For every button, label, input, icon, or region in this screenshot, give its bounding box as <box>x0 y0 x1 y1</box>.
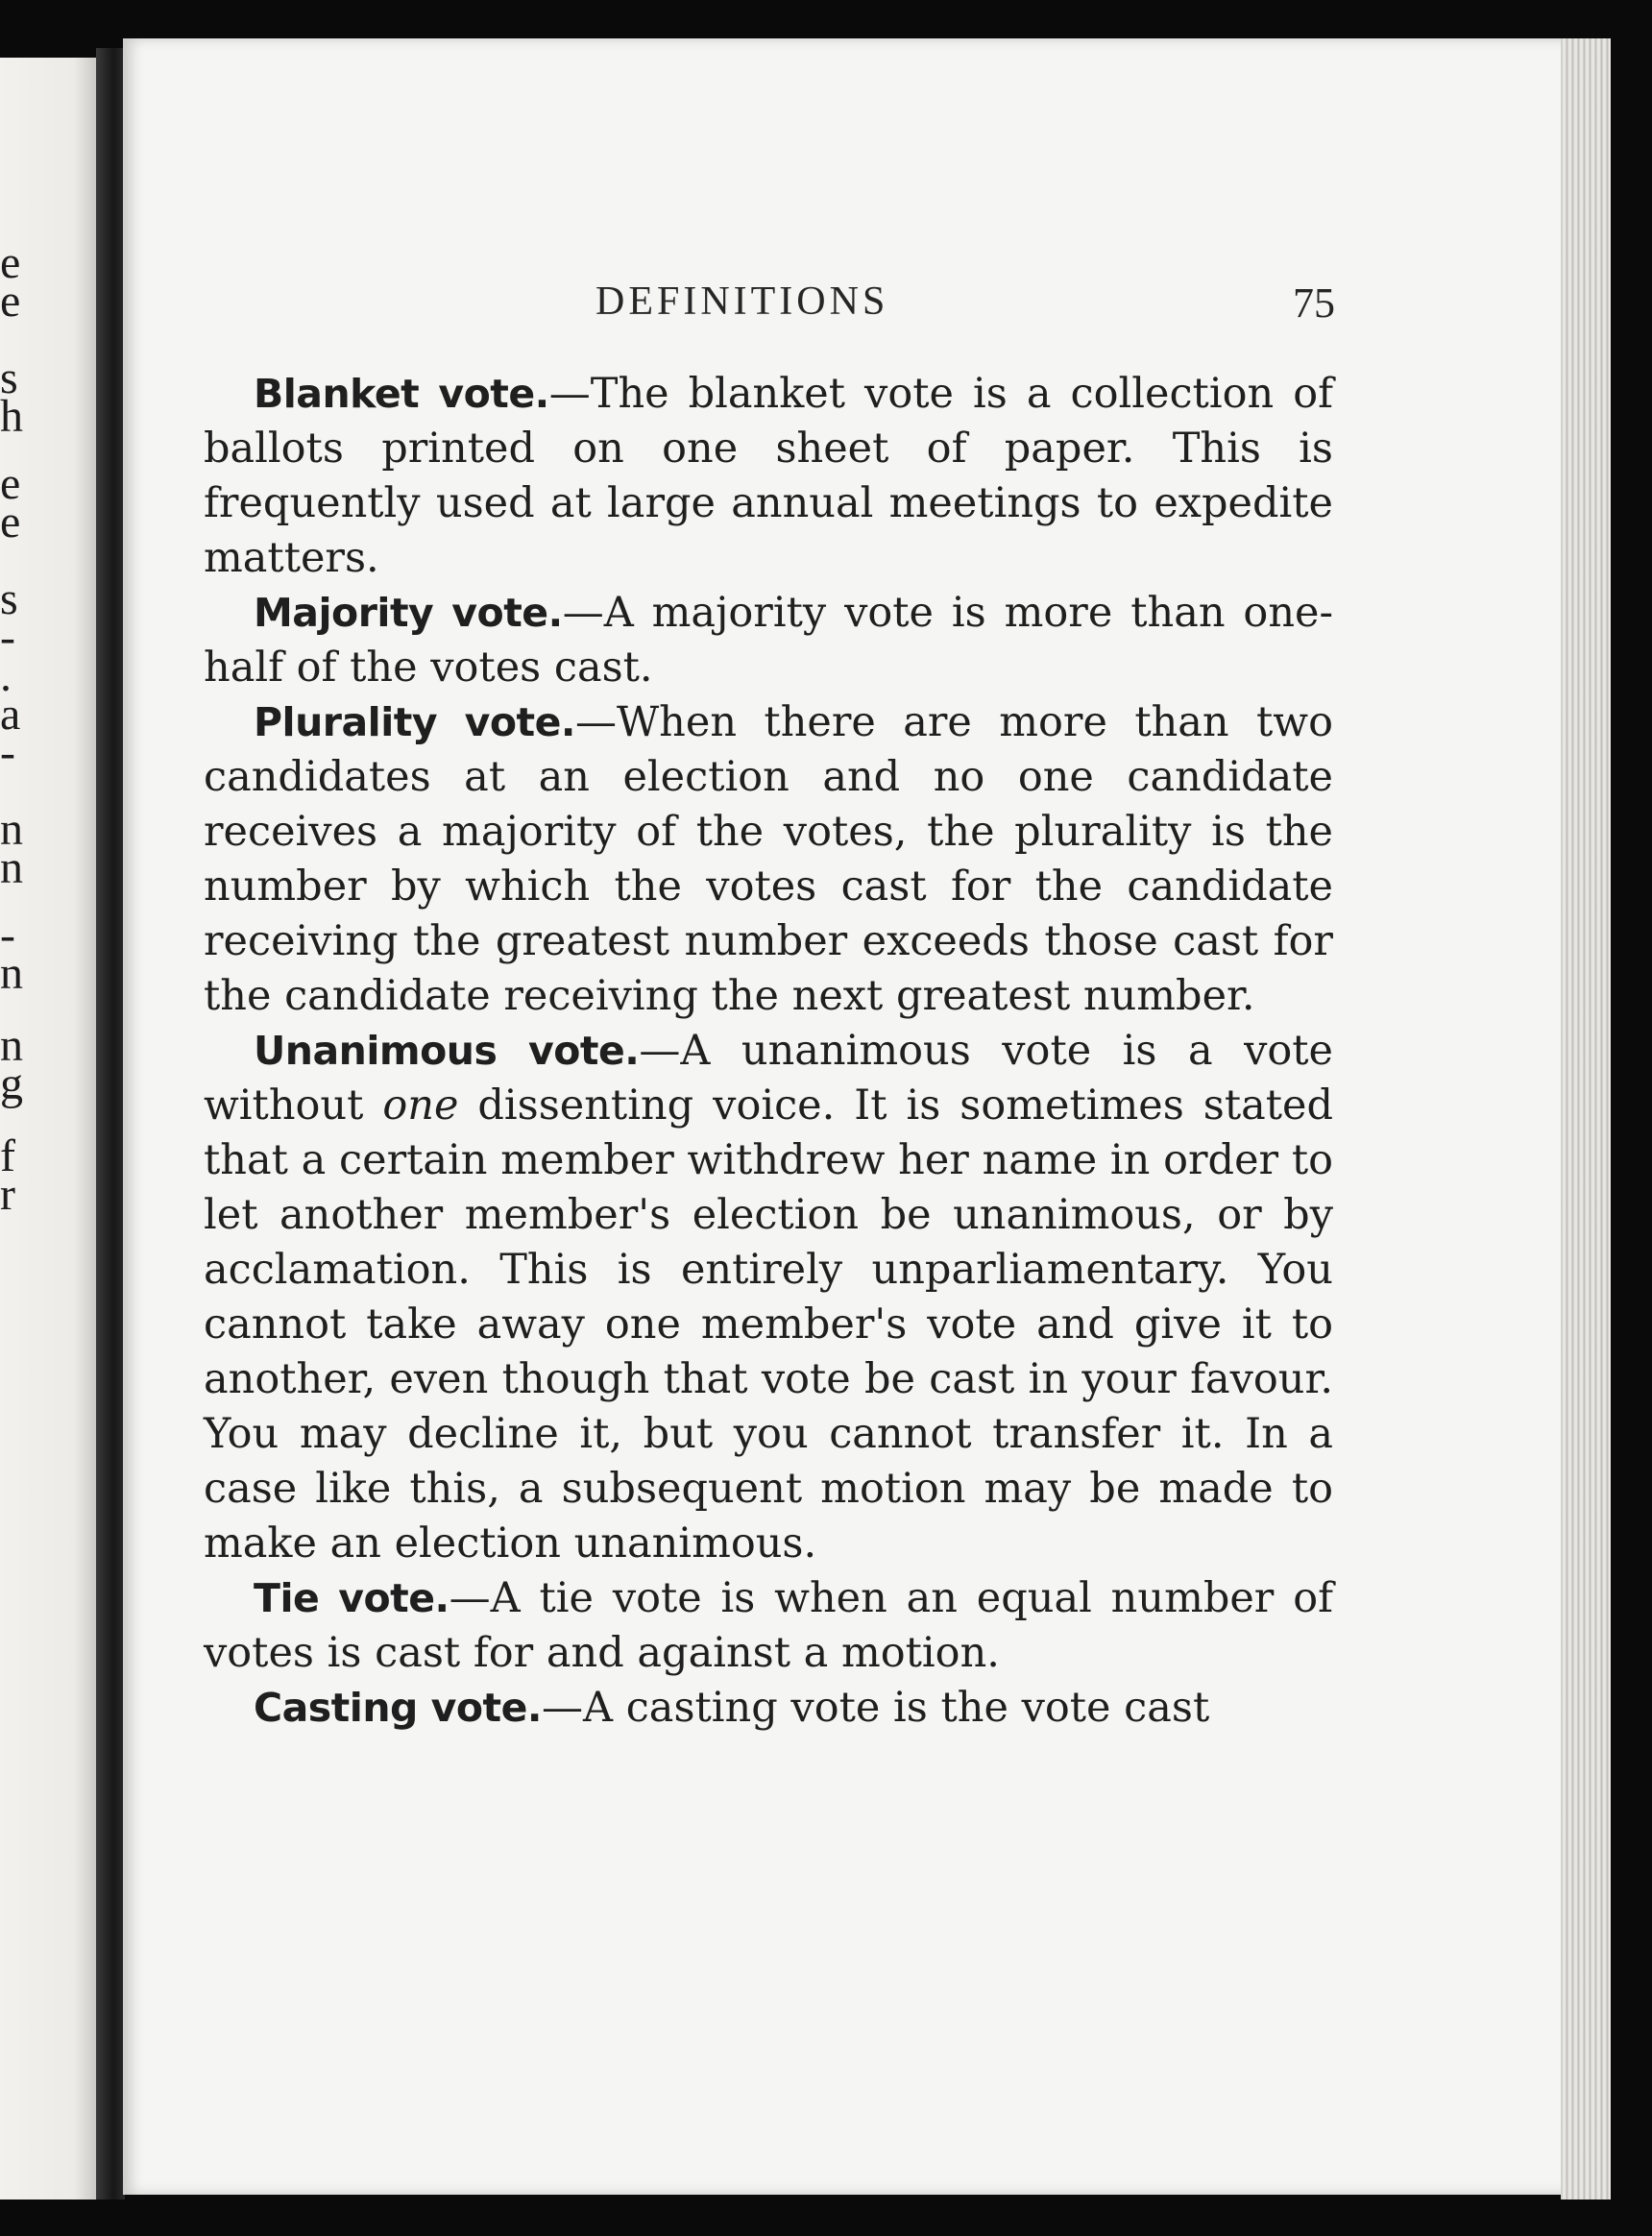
facing-page-fragment: n <box>0 1020 23 1071</box>
book-gutter <box>96 48 125 2200</box>
facing-page-fragment: e <box>0 497 21 547</box>
facing-page-fragment: r <box>0 1169 15 1220</box>
definition-text: —A casting vote is the vote cast <box>542 1684 1210 1732</box>
definition-entry <box>204 695 1333 1024</box>
facing-page-fragment: e <box>0 458 21 509</box>
definition-term: Majority vote. <box>254 590 563 636</box>
definition-text: —A unanimous vote is a vote without <box>204 1027 1333 1130</box>
italic-emphasis: one <box>382 1082 459 1130</box>
facing-page-fragment: n <box>0 948 23 999</box>
facing-page-fragment: n <box>0 842 23 893</box>
facing-page-fragment: f <box>0 1130 15 1181</box>
definition-text: —A majority vote is more than one-half of the votes cast. <box>204 589 1333 692</box>
running-head: DEFINITIONS <box>595 280 889 324</box>
facing-page-fragment: e <box>0 276 21 327</box>
page-number: 75 <box>1293 280 1335 327</box>
definition-text: —When there are more than two candidates at an election and no one candidate receives a majority of the votes, the plurality is the number by which the votes cast for the candidate receiving the greatest number exceeds those cast for the candidate receiving the next greatest number. <box>204 698 1333 1020</box>
left-page-edge <box>0 58 106 2200</box>
facing-page-fragment: . <box>0 650 12 701</box>
definition-term: Casting vote. <box>254 1685 542 1731</box>
definition-entry <box>204 1024 1333 1571</box>
definition-term: Tie vote. <box>254 1575 449 1621</box>
facing-page-fragment: h <box>0 391 23 442</box>
facing-page-fragment: a <box>0 689 21 740</box>
page-header <box>595 279 1335 336</box>
definition-entry <box>204 1681 1333 1736</box>
facing-page-fragment: - <box>0 727 15 778</box>
facing-page-fragment: - <box>0 612 15 663</box>
definition-entry <box>204 586 1333 695</box>
facing-page-fragment: - <box>0 910 15 960</box>
facing-page-fragment: s <box>0 573 18 624</box>
definition-text: —The blanket vote is a collection of ballots printed on one sheet of paper. This is frequently used at large annual meetings to expedite matters. <box>204 370 1333 582</box>
facing-page-fragment: g <box>0 1058 23 1109</box>
definition-term: Unanimous vote. <box>254 1028 640 1074</box>
body-text <box>204 367 1333 1736</box>
definition-text: —A tie vote is when an equal number of votes is cast for and against a motion. <box>204 1574 1333 1677</box>
definition-term: Plurality vote. <box>254 699 575 745</box>
definition-entry <box>204 1571 1333 1681</box>
facing-page-fragment: e <box>0 237 21 288</box>
facing-page-fragment: s <box>0 352 18 403</box>
facing-page-fragment: n <box>0 804 23 855</box>
definition-text: dissenting voice. It is sometimes stated that a certain member withdrew her name in order to let another member's election be unanimous, or by acclamation. This is entirely unparliamentary. You cannot take away one member's vote and give it to another, even though that vote be cast in your favour. You may decline it, but you cannot transfer it. In a case like this, a subsequent motion may be made to make an election unanimous. <box>204 1082 1334 1568</box>
definition-entry <box>204 367 1333 586</box>
definition-term: Blanket vote. <box>254 371 549 417</box>
page-edges <box>1561 38 1611 2200</box>
